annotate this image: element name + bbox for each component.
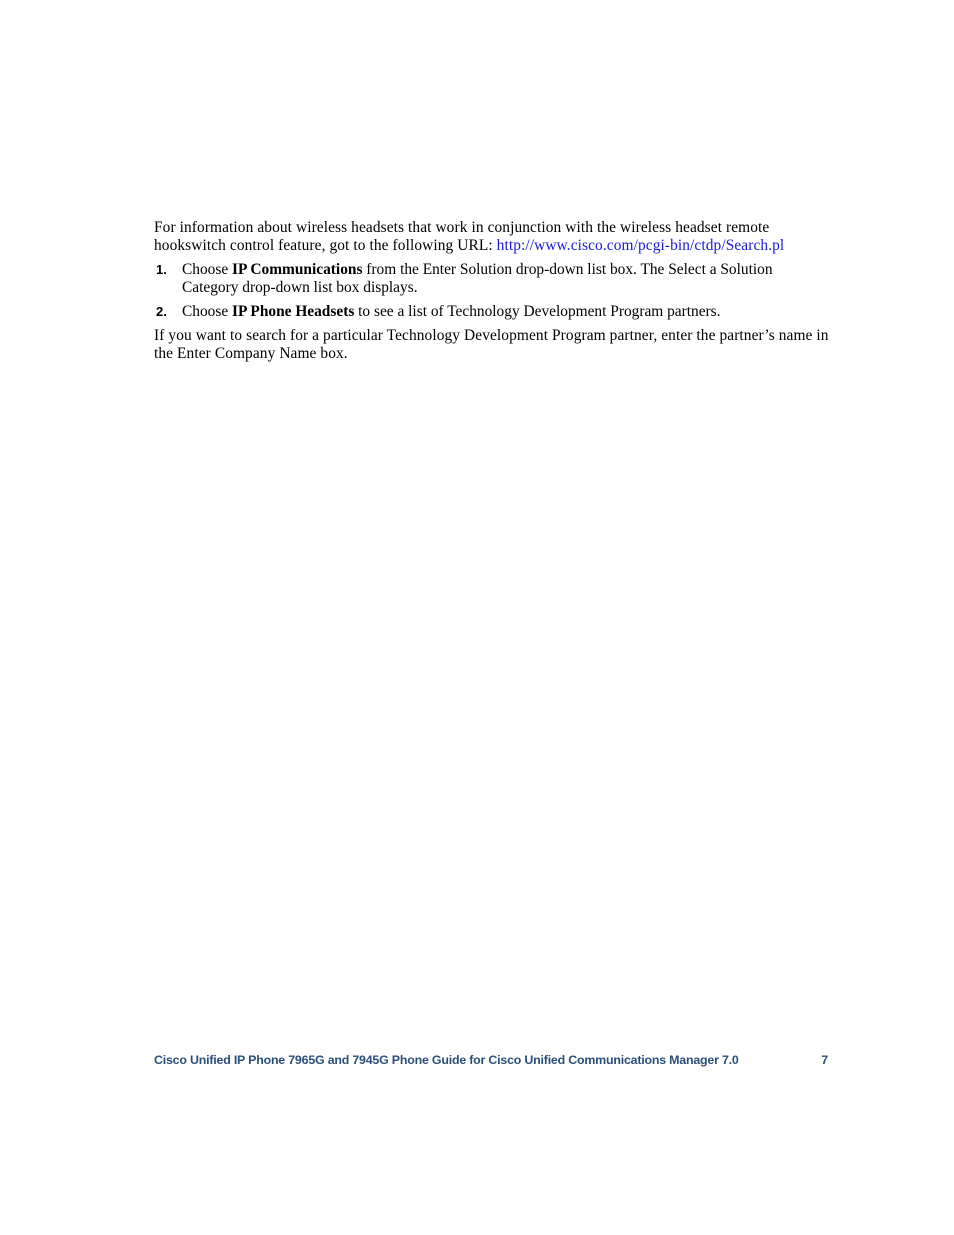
step-number: 1. — [156, 262, 167, 277]
step-prefix: Choose — [182, 261, 233, 278]
step-item — [154, 303, 830, 321]
step-suffix: from the Enter Solution drop-down list box. The Select a Solution Category drop-down list box displays. — [182, 261, 773, 296]
step-text — [182, 303, 830, 321]
step-prefix: Choose — [182, 303, 233, 320]
intro-paragraph — [154, 219, 830, 255]
page-number: 7 — [821, 1053, 828, 1067]
step-bold-term: IP Phone Headsets — [232, 303, 355, 320]
document-body — [154, 219, 830, 363]
intro-text: For information about wireless headsets that work in conjunction with the wireless headset remote hookswitch control feature, got to the following URL: — [154, 219, 770, 254]
ctdp-search-link[interactable]: http://www.cisco.com/pcgi-bin/ctdp/Search.pl — [496, 237, 785, 254]
step-suffix: to see a list of Technology Development Program partners. — [354, 303, 721, 320]
step-number: 2. — [156, 304, 167, 319]
closing-paragraph: If you want to search for a particular Technology Development Program partner, enter the partner’s name in the Enter Company Name box. — [154, 327, 829, 362]
step-text — [182, 261, 830, 297]
step-item — [154, 261, 830, 297]
steps-list — [154, 261, 830, 321]
step-bold-term: IP Communications — [232, 261, 363, 278]
footer-title: Cisco Unified IP Phone 7965G and 7945G Phone Guide for Cisco Unified Communications Manager 7.0 — [154, 1053, 739, 1067]
page-footer — [154, 1051, 830, 1069]
